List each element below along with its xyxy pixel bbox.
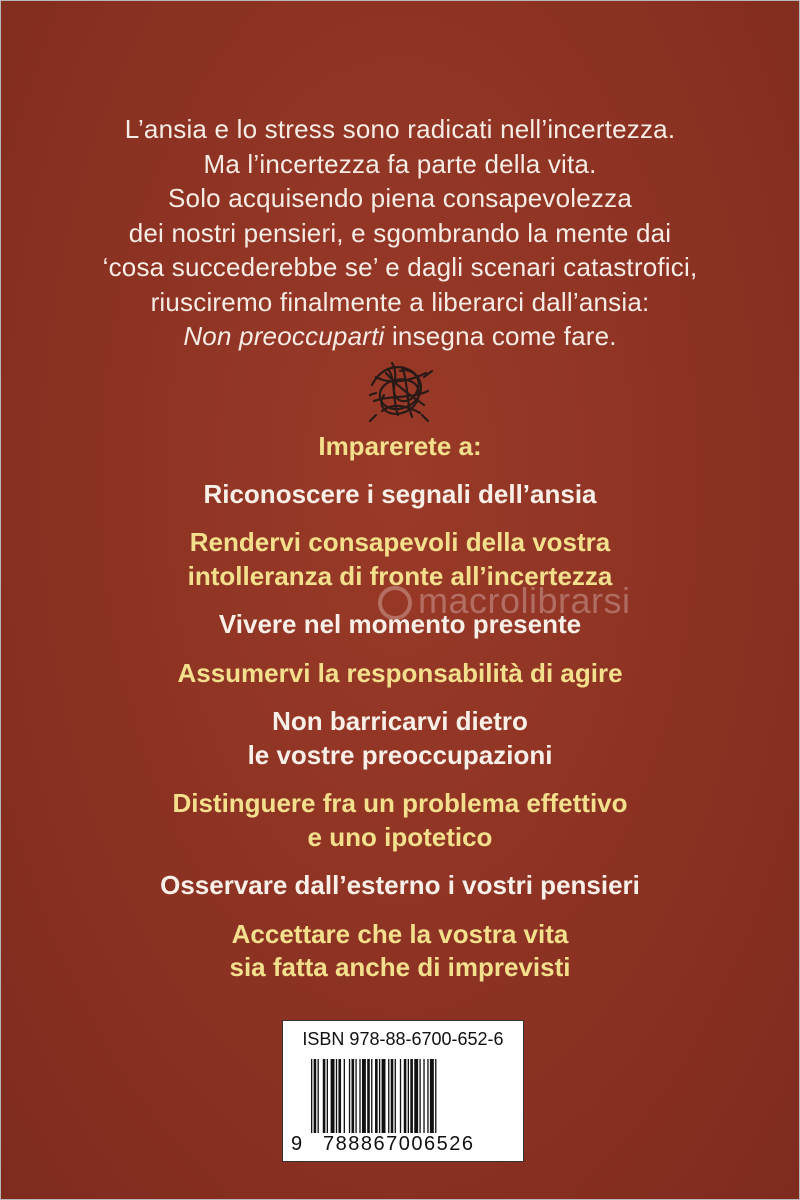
barcode — [282, 1020, 524, 1162]
intro-line: Solo acquisendo piena consapevolezza — [168, 183, 632, 213]
benefit-item — [60, 918, 740, 985]
barcode-first-digit: 9 — [291, 1133, 304, 1155]
barcode-bar — [344, 1059, 345, 1133]
benefit-line: Assumervi la responsabilità di agire — [177, 657, 623, 688]
barcode-bar — [395, 1059, 396, 1133]
barcode-bar — [382, 1059, 386, 1133]
intro-line: dei nostri pensieri, e sgombrando la mente dai — [128, 217, 672, 248]
benefit-line: Accettare che la vostra vita — [231, 918, 569, 949]
benefit-line: Vivere nel momento presente — [218, 609, 582, 639]
watermark — [378, 580, 718, 630]
benefit-item — [60, 869, 740, 903]
barcode-bar — [352, 1059, 355, 1133]
barcode-bar — [435, 1059, 436, 1133]
barcode-bar — [318, 1059, 319, 1133]
barcode-digits: 788867006526 — [323, 1133, 475, 1155]
barcode-bar — [375, 1059, 378, 1133]
benefit-line: Distinguere fra un problema effettivo — [172, 788, 628, 818]
barcode-bar — [311, 1059, 312, 1133]
barcode-bars — [311, 1059, 507, 1133]
benefits-heading: Imparerete a: — [318, 431, 482, 461]
benefit-item — [60, 657, 740, 691]
benefit-line: Rendervi consapevoli della vostra — [189, 527, 611, 557]
barcode-bar — [427, 1059, 428, 1133]
barcode-bar — [430, 1059, 434, 1133]
benefit-line: Non barricarvi dietro — [272, 706, 528, 736]
benefit-line: le vostre preoccupazioni — [247, 739, 553, 770]
barcode-bar — [388, 1059, 389, 1133]
barcode-bar — [331, 1059, 335, 1133]
barcode-bar — [391, 1059, 394, 1133]
intro-line-rest: insegna come fare. — [384, 321, 617, 351]
scribble-icon — [362, 355, 438, 427]
barcode-bar — [362, 1059, 366, 1133]
barcode-bar — [400, 1059, 401, 1133]
intro-line: Ma l’incertezza fa parte della vita. — [203, 148, 597, 179]
barcode-bar — [414, 1059, 418, 1133]
intro-line: L’ansia e lo stress sono radicati nell’incertezza. — [124, 114, 676, 144]
benefit-line: Osservare dall’esterno i vostri pensieri — [160, 870, 640, 900]
isbn-label: ISBN 978-88-6700-652-6 — [302, 1029, 504, 1049]
barcode-bar — [410, 1059, 413, 1133]
barcode-bar — [367, 1059, 370, 1133]
barcode-bar — [423, 1059, 424, 1133]
benefit-item — [60, 478, 740, 512]
book-title-italic: Non preoccuparti — [183, 321, 385, 351]
intro-line: ‘cosa succederebbe se’ e dagli scenari catastrofici, — [102, 252, 698, 282]
barcode-bar — [338, 1059, 341, 1133]
intro-text — [60, 112, 740, 354]
benefit-item — [60, 705, 740, 772]
benefit-line: sia fatta anche di imprevisti — [229, 952, 571, 982]
barcode-bar — [359, 1059, 360, 1133]
barcode-bar — [379, 1059, 380, 1133]
benefit-line: Riconoscere i segnali dell’ansia — [203, 478, 597, 509]
intro-line-last — [60, 319, 740, 354]
barcode-bar — [349, 1059, 350, 1133]
benefit-line: e uno ipotetico — [307, 821, 493, 852]
barcode-bar — [404, 1059, 407, 1133]
barcode-bar — [327, 1059, 328, 1133]
benefit-line: intolleranza di fronte all’incertezza — [187, 560, 613, 591]
benefit-item — [60, 787, 740, 854]
watermark-text: macrolibrarsi — [418, 580, 631, 621]
watermark-logo-icon — [378, 586, 412, 620]
barcode-bar — [371, 1059, 372, 1133]
barcode-bar — [336, 1059, 337, 1133]
barcode-bar — [419, 1059, 420, 1133]
barcode-bar — [355, 1059, 356, 1133]
intro-line: riusciremo finalmente a liberarci dall’ansia: — [150, 286, 650, 317]
barcode-bar — [408, 1059, 409, 1133]
barcode-bar — [314, 1059, 317, 1133]
benefits-list — [60, 430, 740, 1000]
barcode-bar — [323, 1059, 326, 1133]
